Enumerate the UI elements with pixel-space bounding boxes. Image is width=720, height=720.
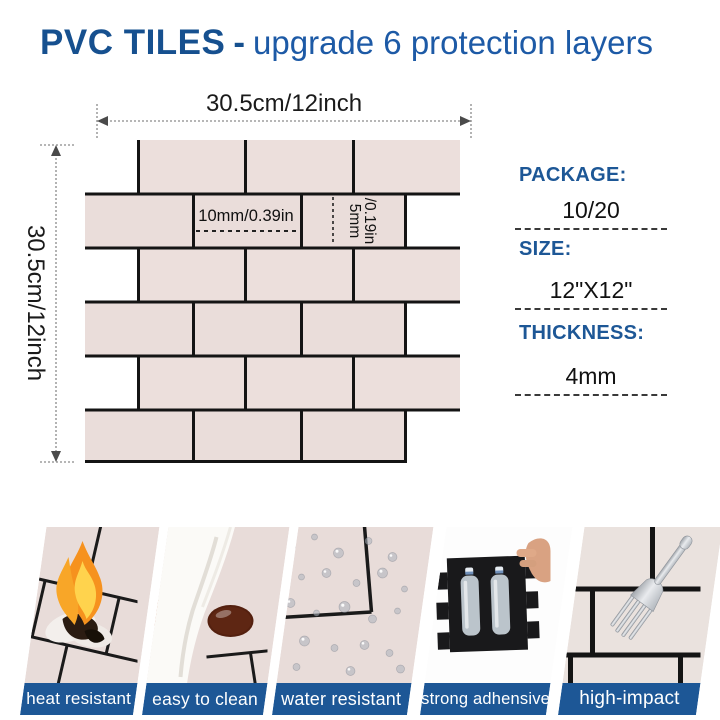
feature-card-heat-resistant — [20, 527, 159, 715]
tile-gap-label: 10mm/0.39in — [198, 207, 294, 225]
feature-label: high-impact — [579, 688, 680, 709]
width-dimension-label: 30.5cm/12inch — [205, 90, 363, 117]
feature-card-high-impact — [558, 527, 720, 715]
height-dimension — [22, 145, 74, 462]
groove-depth-label-line1: 5mm — [346, 203, 363, 239]
tagline-text: upgrade 6 protection layers — [253, 24, 653, 61]
feature-banner — [272, 683, 411, 715]
spec-label: THICKNESS: — [519, 322, 645, 344]
feature-banner — [558, 683, 700, 715]
spec-value: 12"X12" — [515, 277, 667, 310]
fork-icon — [562, 527, 700, 683]
brand-text: PVC TILES — [40, 23, 226, 62]
feature-banner — [142, 683, 267, 715]
spec-size — [505, 238, 675, 310]
spec-value: 10/20 — [515, 197, 667, 230]
spec-thickness — [505, 322, 675, 396]
feature-label: water resistant — [281, 688, 402, 709]
spec-value: 4mm — [515, 363, 667, 396]
spec-label: SIZE: — [519, 238, 572, 260]
feature-card-strong-adhensive — [420, 527, 572, 715]
width-dimension — [97, 90, 471, 138]
tile-panel-diagram — [0, 0, 510, 500]
height-dimension-label: 30.5cm/12inch — [22, 224, 49, 382]
adhesive-panel-icon — [424, 527, 550, 683]
feature-banner — [20, 683, 137, 715]
spec-label: PACKAGE: — [519, 164, 627, 186]
spec-package — [505, 164, 675, 230]
groove-depth-label-line2: /0.19in — [361, 197, 378, 245]
water-droplets-icon — [276, 527, 411, 683]
flame-icon — [24, 527, 137, 683]
feature-card-easy-to-clean — [142, 527, 289, 715]
feature-label: heat resistant — [26, 689, 132, 708]
feature-card-water-resistant — [272, 527, 433, 715]
feature-banner — [420, 683, 550, 715]
cleaning-wipe-icon — [146, 527, 267, 683]
feature-label: easy to clean — [151, 688, 258, 709]
feature-label: strong adhensive — [420, 689, 550, 708]
title-separator: - — [233, 23, 246, 62]
